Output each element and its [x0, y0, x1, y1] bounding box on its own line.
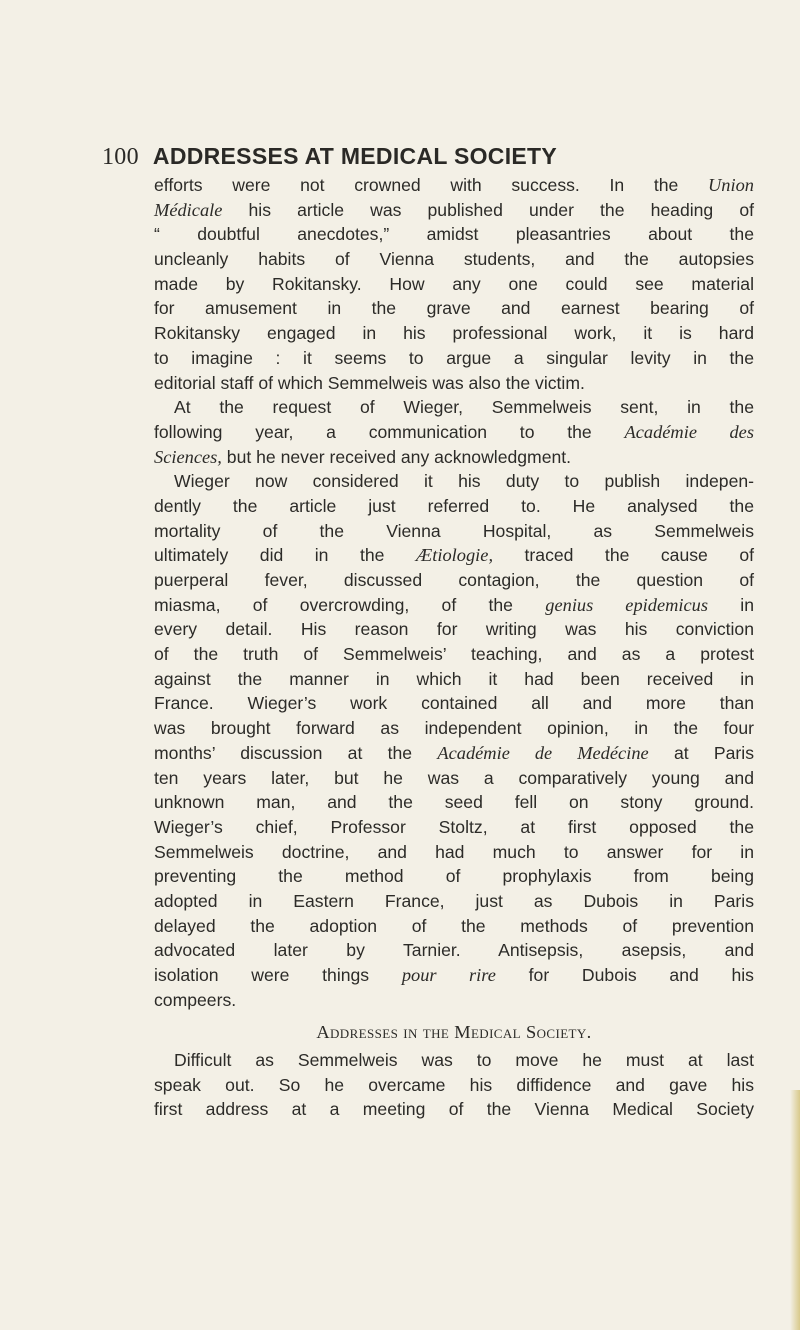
text-line: advocated later by Tarnier. Antisepsis, asepsis, and [154, 940, 754, 961]
text-line: Sciences, but he never received any acknowledgment. [154, 446, 572, 467]
text-line: Rokitansky engaged in his professional work, it is hard [154, 323, 754, 344]
text-line: editorial staff of which Semmelweis was also the victim. [154, 372, 585, 393]
text-line: ten years later, but he was a comparatively young and [154, 767, 754, 788]
text-line: Difficult as Semmelweis was to move he must at last [174, 1050, 754, 1071]
text-line: speak out. So he overcame his diffidence and gave his [154, 1074, 754, 1095]
text-line: puerperal fever, discussed contagion, the question of [154, 570, 754, 590]
text-line: “ doubtful anecdotes,” amidst pleasantries about the [154, 224, 754, 245]
text-line: delayed the adoption of the methods of prevention [154, 915, 754, 936]
text-line: compeers. [154, 989, 237, 1010]
text-line: of the truth of Semmelweis’ teaching, and as a protest [154, 644, 754, 665]
body-text [154, 173, 754, 1122]
text-line: made by Rokitansky. How any one could see material [154, 273, 754, 294]
text-line: efforts were not crowned with success. In the Union [154, 175, 754, 195]
text-line: Wieger now considered it his duty to publish indepen- [174, 471, 754, 492]
text-line: unknown man, and the seed fell on stony ground. [154, 792, 754, 813]
text-line: first address at a meeting of the Vienna Medical Society [154, 1099, 754, 1120]
text-line: France. Wieger’s work contained all and more than [154, 693, 754, 714]
text-line: Semmelweis doctrine, and had much to answer for in [154, 841, 754, 862]
text-line: adopted in Eastern France, just as Dubois in Paris [154, 890, 754, 911]
text-line: At the request of Wieger, Semmelweis sent, in the [174, 397, 754, 418]
running-title: ADDRESSES AT MEDICAL SOCIETY [152, 143, 558, 169]
text-line: against the manner in which it had been received in [154, 668, 754, 689]
text-line: to imagine : it seems to argue a singular levity in the [154, 347, 754, 368]
text-line: preventing the method of prophylaxis from being [154, 866, 754, 887]
page-number: 100 [102, 144, 139, 170]
text-line: dently the article just referred to. He analysed the [154, 495, 754, 516]
text-line: miasma, of overcrowding, of the genius epidemicus in [154, 594, 754, 615]
text-line: isolation were things pour rire for Dubois and his [154, 965, 754, 985]
text-line: for amusement in the grave and earnest bearing of [154, 298, 754, 319]
text-line: every detail. His reason for writing was his conviction [154, 619, 754, 640]
text-line: Wieger’s chief, Professor Stoltz, at first opposed the [154, 816, 754, 837]
text-line: following year, a communication to the Académie des [154, 421, 754, 442]
text-line: mortality of the Vienna Hospital, as Semmelweis [154, 520, 754, 541]
page-edge-shadow [790, 1090, 800, 1330]
text-line: uncleanly habits of Vienna students, and the autopsies [154, 249, 754, 270]
section-heading: Addresses in the Medical Society. [316, 1022, 592, 1043]
text-line: months’ discussion at the Académie de Medécine at Paris [154, 742, 754, 763]
text-line: was brought forward as independent opinion, in the four [154, 718, 754, 739]
text-line: Médicale his article was published under the heading of [154, 199, 754, 220]
text-line: ultimately did in the Ætiologie, traced the cause of [154, 545, 754, 566]
